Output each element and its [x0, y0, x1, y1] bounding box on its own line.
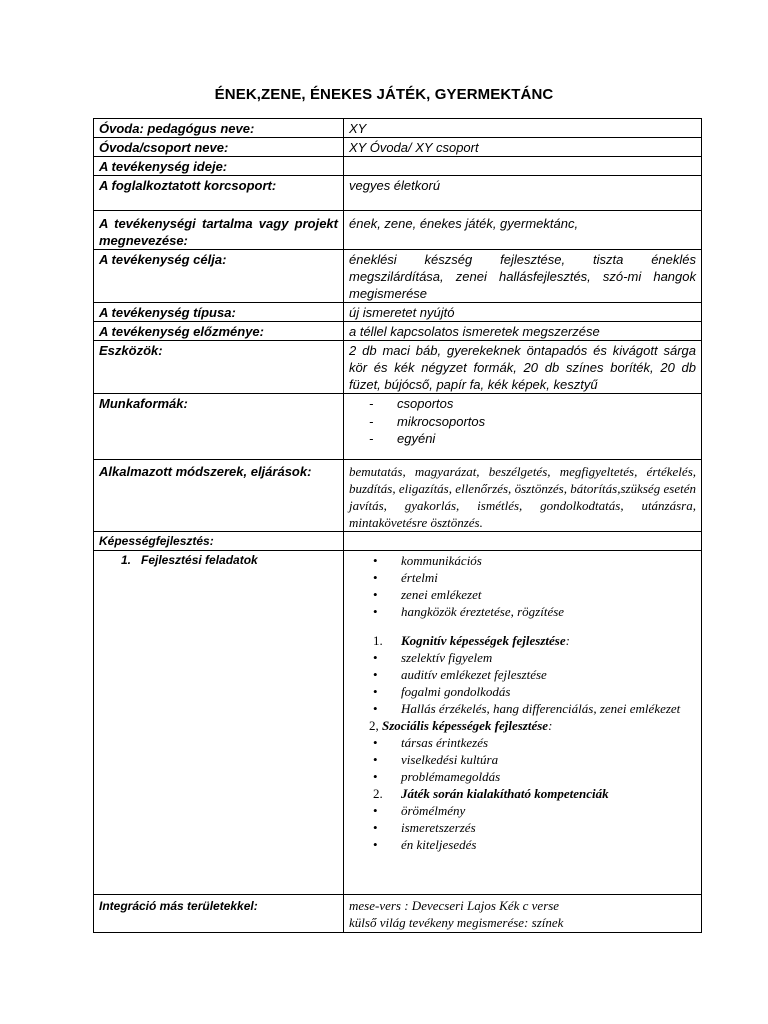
list-item: • én kiteljesedés [373, 837, 477, 852]
list-item: • értelmi [373, 570, 438, 585]
table-row [94, 176, 702, 211]
page-title: ÉNEK,ZENE, ÉNEKES JÁTÉK, GYERMEKTÁNC [214, 86, 554, 103]
cognitive-list [349, 649, 696, 717]
row-label: A tevékenység típusa: [94, 303, 344, 322]
list-item: • társas érintkezés [373, 735, 489, 750]
row-value: 2 db maci báb, gyerekeknek öntapadós és kivágott sárga kör és kék négyzet formák, 20 db színes boríték, 20 db füzet, bújócső, papír fa, kék képek, kesztyű [344, 341, 702, 394]
row-value [344, 532, 702, 551]
list-item: • problémamegoldás [373, 769, 501, 784]
row-value [344, 394, 702, 460]
row-value: új ismeretet nyújtó [344, 303, 702, 322]
list-item: - mikrocsoportos [369, 413, 486, 429]
row-label: A tevékenység előzménye: [94, 322, 344, 341]
list-item: • kommunikációs [373, 553, 482, 568]
row-value [344, 157, 702, 176]
row-label: Munkaformák: [94, 394, 344, 460]
row-label: A tevékenységi tartalma vagy projekt megnevezése: [94, 211, 344, 250]
table-row [94, 394, 702, 460]
list-item: • zenei emlékezet [373, 587, 482, 602]
list-item: • viselkedési kultúra [373, 752, 499, 767]
table-row [94, 303, 702, 322]
row-label: A foglalkoztatott korcsoport: [94, 176, 344, 211]
row-value: a téllel kapcsolatos ismeretek megszerzése [344, 322, 702, 341]
development-list [349, 552, 696, 620]
row-label: 1. Fejlesztési feladatok [94, 551, 344, 895]
table-row [94, 895, 702, 933]
table-row [94, 250, 702, 303]
social-list [349, 734, 696, 785]
row-value: ének, zene, énekes játék, gyermektánc, [344, 211, 702, 250]
table-row [94, 211, 702, 250]
row-value: XY Óvoda/ XY csoport [344, 138, 702, 157]
row-label: Képességfejlesztés: [94, 532, 344, 551]
social-heading: 2, Szociális képességek fejlesztése: [369, 718, 553, 733]
row-value [344, 551, 702, 895]
lesson-plan-table [93, 118, 702, 933]
row-label: Alkalmazott módszerek, eljárások: [94, 460, 344, 532]
list-item: • ismeretszerzés [373, 820, 476, 835]
list-item: - csoportos [369, 396, 454, 411]
table-row [94, 157, 702, 176]
row-value: XY [344, 119, 702, 138]
table-row [94, 322, 702, 341]
table-row [94, 460, 702, 532]
list-item: • auditív emlékezet fejlesztése [373, 667, 547, 682]
list-item: • Hallás érzékelés, hang differenciálás, zenei emlékezet [373, 701, 681, 716]
work-forms-list [349, 395, 696, 448]
integration-line: külső világ tevékeny megismerése: színek [349, 915, 564, 930]
row-label: Óvoda: pedagógus neve: [94, 119, 344, 138]
list-item: - egyéni [369, 431, 436, 446]
row-value [344, 895, 702, 933]
row-label: A tevékenység ideje: [94, 157, 344, 176]
table-row [94, 119, 702, 138]
row-value: vegyes életkorú [344, 176, 702, 211]
integration-line: mese-vers : Devecseri Lajos Kék c verse [349, 898, 560, 913]
competence-heading: 2. Játék során kialakítható kompetenciák [373, 786, 609, 801]
list-item: • szelektív figyelem [373, 650, 493, 665]
row-value: éneklési készség fejlesztése, tiszta éneklés megszilárdítása, zenei hallásfejlesztés, szó-mi hangok megismerése [344, 250, 702, 303]
list-item: • örömélmény [373, 803, 466, 818]
table-row [94, 551, 702, 895]
row-label: A tevékenység célja: [94, 250, 344, 303]
competence-list [349, 802, 696, 853]
list-item: • fogalmi gondolkodás [373, 684, 511, 699]
table-row [94, 341, 702, 394]
row-value: bemutatás, magyarázat, beszélgetés, megfigyeltetés, értékelés, buzdítás, eligazítás, ellenőrzés, ösztönzés, bátorítás,szükség esetén javítás, gyakorlás, ismétlés, gondolkodtatás, utánzásra, mintakövetésre ösztönzés. [344, 460, 702, 532]
table-row [94, 532, 702, 551]
row-label: Eszközök: [94, 341, 344, 394]
list-item: • hangközök éreztetése, rögzítése [373, 604, 565, 619]
cognitive-heading: 1. Kognitív képességek fejlesztése: [373, 633, 570, 648]
row-label: Óvoda/csoport neve: [94, 138, 344, 157]
row-label: Integráció más területekkel: [94, 895, 344, 933]
table-row [94, 138, 702, 157]
